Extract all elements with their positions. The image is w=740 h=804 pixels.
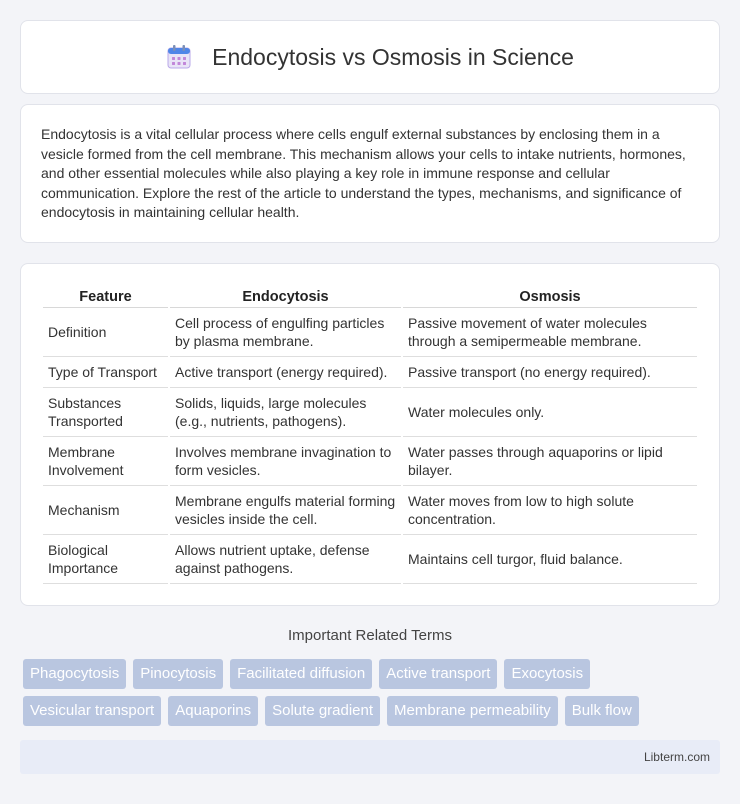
tag-membrane-permeability[interactable]: Membrane permeability: [387, 696, 558, 726]
row-feature: Mechanism: [43, 486, 168, 535]
header-card: [20, 20, 720, 94]
row-feature: Membrane Involvement: [43, 437, 168, 486]
table-row: [43, 388, 697, 437]
footer: [20, 740, 720, 774]
table-header-row: [43, 284, 697, 308]
tag-phagocytosis[interactable]: Phagocytosis: [23, 659, 126, 689]
table-row: [43, 437, 697, 486]
page-title: Endocytosis vs Osmosis in Science: [212, 43, 574, 70]
intro-paragraph: Endocytosis is a vital cellular process where cells engulf external substances by enclosing them in a vesicle formed from the cell membrane. This mechanism allows your cells to intake nutrients, hormones, and other essential molecules while also playing a key role in immune response and cellular communication. Explore the rest of the article to understand the types, mechanisms, and significance of endocytosis in maintaining cellular health.: [41, 126, 686, 220]
header-feature: Feature: [43, 284, 168, 308]
row-osmosis: Water molecules only.: [403, 388, 697, 437]
row-endocytosis: Involves membrane invagination to form vesicles.: [170, 437, 401, 486]
header-osmosis: Osmosis: [403, 284, 697, 308]
table-row: [43, 308, 697, 357]
tag-facilitated-diffusion[interactable]: Facilitated diffusion: [230, 659, 372, 689]
row-osmosis: Passive transport (no energy required).: [403, 357, 697, 388]
row-endocytosis: Solids, liquids, large molecules (e.g., nutrients, pathogens).: [170, 388, 401, 437]
row-osmosis: Maintains cell turgor, fluid balance.: [403, 535, 697, 584]
calendar-icon: [166, 44, 192, 70]
table-row: [43, 357, 697, 388]
row-feature: Definition: [43, 308, 168, 357]
intro-card: [20, 104, 720, 243]
tag-row: [23, 659, 723, 689]
row-endocytosis: Allows nutrient uptake, defense against pathogens.: [170, 535, 401, 584]
tag-vesicular-transport[interactable]: Vesicular transport: [23, 696, 161, 726]
comparison-card: [20, 263, 720, 606]
row-feature: Biological Importance: [43, 535, 168, 584]
related-terms: [23, 659, 723, 733]
comparison-table: [41, 284, 699, 584]
tag-row: [23, 696, 723, 726]
table-row: [43, 535, 697, 584]
related-terms-title: Important Related Terms: [288, 627, 452, 644]
header-endocytosis: Endocytosis: [170, 284, 401, 308]
row-feature: Type of Transport: [43, 357, 168, 388]
header: [21, 21, 719, 93]
row-endocytosis: Membrane engulfs material forming vesicles inside the cell.: [170, 486, 401, 535]
tag-exocytosis[interactable]: Exocytosis: [504, 659, 590, 689]
footer-site-link[interactable]: Libterm.com: [643, 750, 710, 764]
tag-bulk-flow[interactable]: Bulk flow: [565, 696, 639, 726]
row-feature: Substances Transported: [43, 388, 168, 437]
row-osmosis: Passive movement of water molecules through a semipermeable membrane.: [403, 308, 697, 357]
tag-solute-gradient[interactable]: Solute gradient: [265, 696, 380, 726]
tag-aquaporins[interactable]: Aquaporins: [168, 696, 258, 726]
row-endocytosis: Cell process of engulfing particles by plasma membrane.: [170, 308, 401, 357]
table-row: [43, 486, 697, 535]
row-osmosis: Water passes through aquaporins or lipid bilayer.: [403, 437, 697, 486]
tag-active-transport[interactable]: Active transport: [379, 659, 497, 689]
tag-pinocytosis[interactable]: Pinocytosis: [133, 659, 223, 689]
row-osmosis: Water moves from low to high solute concentration.: [403, 486, 697, 535]
row-endocytosis: Active transport (energy required).: [170, 357, 401, 388]
